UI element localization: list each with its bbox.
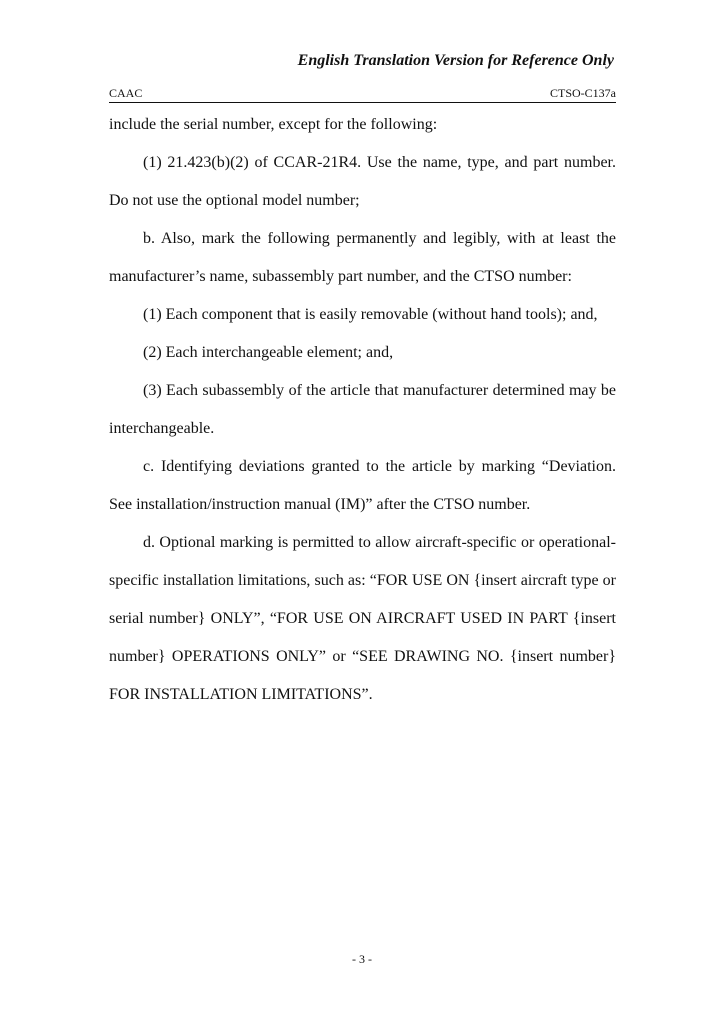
paragraph-b: b. Also, mark the following permanently and legibly, with at least the manufacturer’s name, subassembly part number, and the CTSO number: — [109, 230, 616, 285]
paragraph-b-1: (1) Each component that is easily removable (without hand tools); and, — [143, 306, 598, 323]
header-organization: CAAC — [109, 86, 143, 100]
running-header — [109, 86, 616, 103]
translation-notice: English Translation Version for Reference Only — [297, 52, 614, 69]
paragraph-b-2: (2) Each interchangeable element; and, — [143, 344, 394, 361]
paragraph-continuation: include the serial number, except for the following: — [109, 116, 438, 133]
header-document-id: CTSO-C137a — [550, 86, 616, 100]
paragraph-b-3: (3) Each subassembly of the article that manufacturer determined may be interchangeable. — [109, 382, 616, 437]
document-body — [109, 106, 616, 714]
paragraph-c: c. Identifying deviations granted to the article by marking “Deviation. See installation/instruction manual (IM)” after the CTSO number. — [109, 458, 616, 513]
page-number: - 3 - — [352, 952, 372, 966]
paragraph-d: d. Optional marking is permitted to allow aircraft-specific or operational-specific installation limitations, such as: “FOR USE ON {insert aircraft type or serial number} ONLY”, “FOR USE ON AIRCRAFT USED IN PART {insert number} OPERATIONS ONLY” or “SEE DRAWING NO. {insert number} FOR INSTALLATION LIMITATIONS”. — [109, 534, 616, 703]
paragraph-item-1: (1) 21.423(b)(2) of CCAR-21R4. Use the name, type, and part number. Do not use the optional model number; — [109, 154, 616, 209]
